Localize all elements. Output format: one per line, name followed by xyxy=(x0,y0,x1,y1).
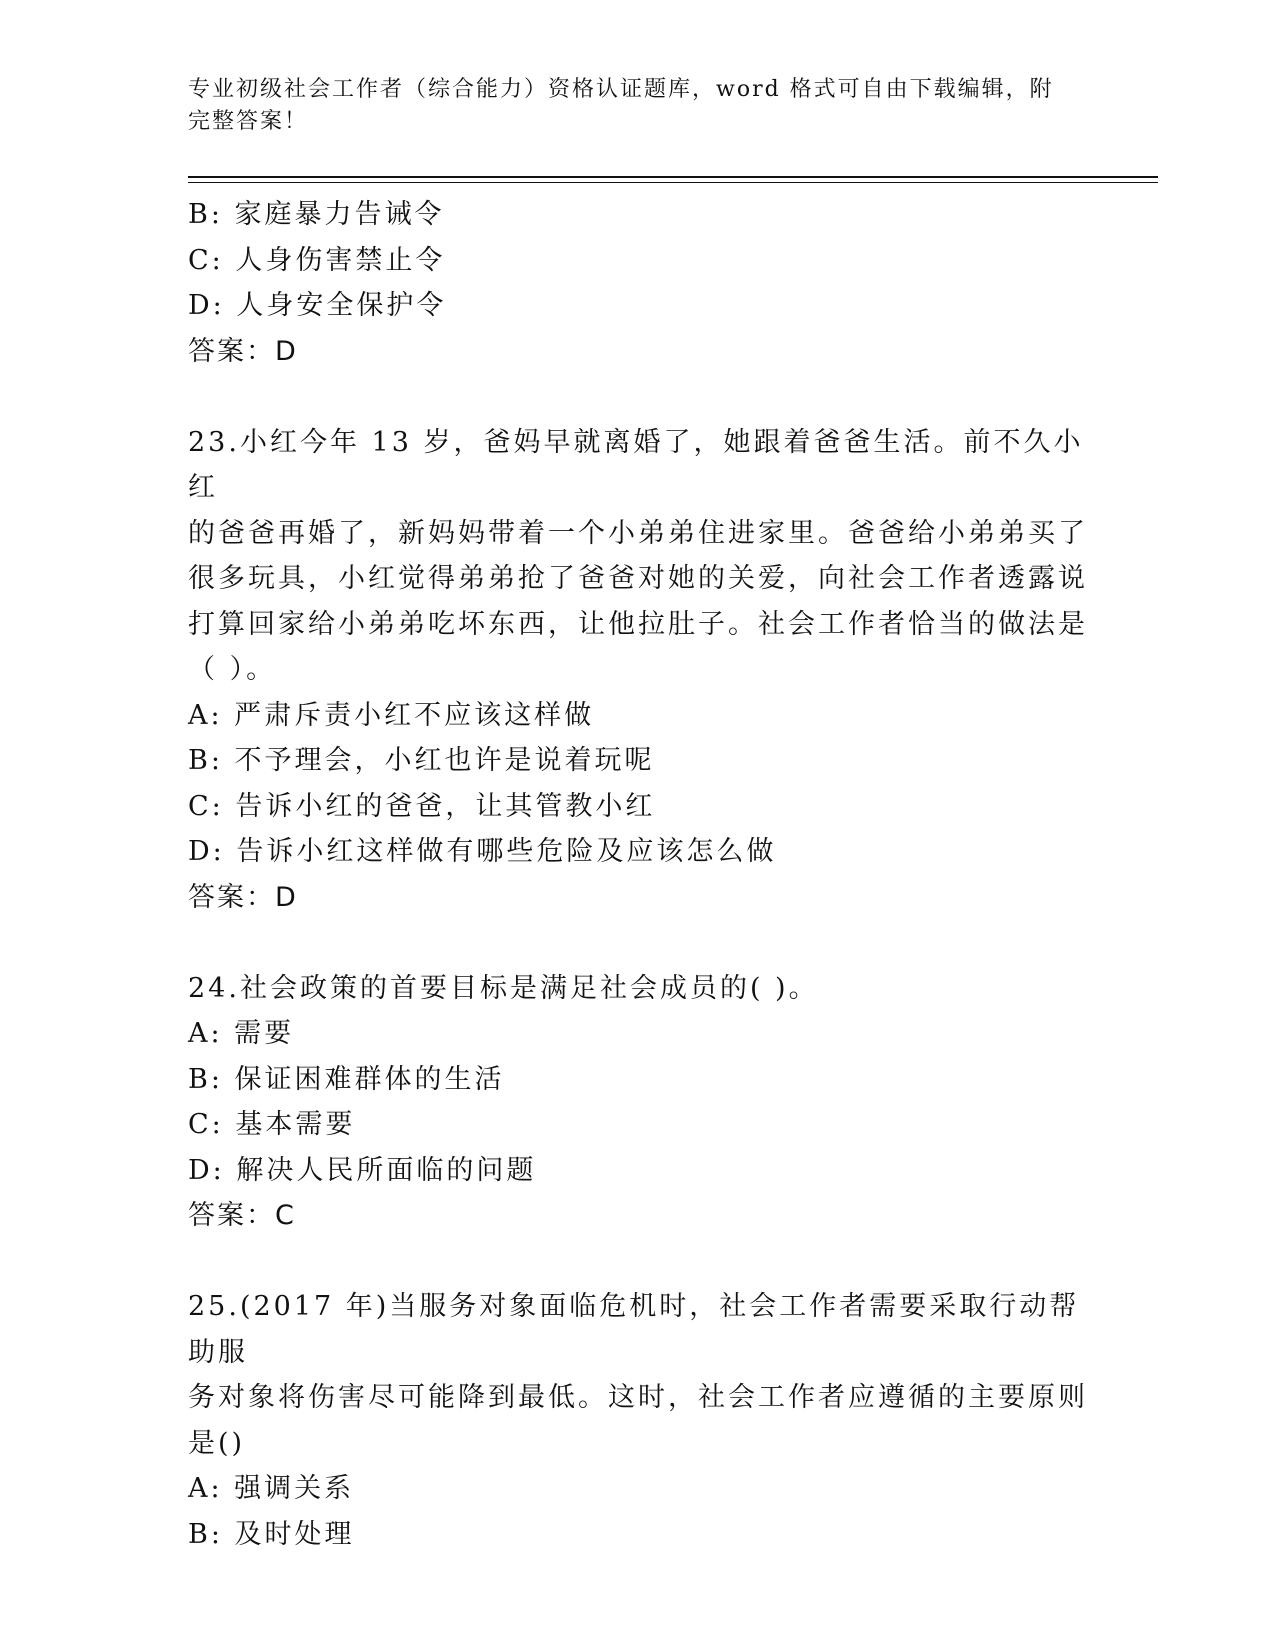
header-rule-thick xyxy=(188,176,1158,178)
option-b: B: 不予理会，小红也许是说着玩呢 xyxy=(188,745,655,776)
question-stem-line: 很多玩具，小红觉得弟弟抢了爸爸对她的关爱，向社会工作者透露说 xyxy=(188,563,1088,594)
question-stem-line: 25.(2017 年)当服务对象面临危机时，社会工作者需要采取行动帮助服 xyxy=(188,1291,1080,1368)
option-d: D: 解决人民所面临的问题 xyxy=(188,1154,537,1186)
spacer xyxy=(188,920,1088,966)
answer-line: 答案：C xyxy=(188,1200,296,1231)
header-rule-thin xyxy=(188,182,1158,183)
prev-question-block xyxy=(188,192,1088,374)
question-24 xyxy=(188,966,1088,1239)
option-a: A: 强调关系 xyxy=(188,1473,355,1504)
spacer xyxy=(188,1239,1088,1285)
question-stem-line: 打算回家给小弟弟吃坏东西，让他拉肚子。社会工作者恰当的做法是 xyxy=(188,608,1088,640)
option-b: B: 家庭暴力告诫令 xyxy=(188,199,445,230)
question-content xyxy=(188,192,1088,1557)
question-23 xyxy=(188,420,1088,921)
option-d: D: 告诉小红这样做有哪些危险及应该怎么做 xyxy=(188,836,777,867)
option-d: D: 人身安全保护令 xyxy=(188,290,447,321)
header-line-1: 专业初级社会工作者（综合能力）资格认证题库，word 格式可自由下载编辑，附 xyxy=(188,77,1054,102)
option-a: A: 需要 xyxy=(188,1018,295,1049)
question-stem-line: 是() xyxy=(188,1427,246,1459)
option-b: B: 保证困难群体的生活 xyxy=(188,1063,505,1095)
answer-line: 答案：D xyxy=(188,335,298,367)
option-c: C: 基本需要 xyxy=(188,1109,356,1140)
question-stem-line: 24.社会政策的首要目标是满足社会成员的( )。 xyxy=(188,972,819,1004)
option-c: C: 人身伤害禁止令 xyxy=(188,244,446,276)
page-header xyxy=(188,74,1068,138)
option-a: A: 严肃斥责小红不应该这样做 xyxy=(188,699,595,731)
option-b: B: 及时处理 xyxy=(188,1518,355,1550)
question-stem-line: 务对象将伤害尽可能降到最低。这时，社会工作者应遵循的主要原则 xyxy=(188,1382,1088,1413)
question-stem-line: 的爸爸再婚了，新妈妈带着一个小弟弟住进家里。爸爸给小弟弟买了 xyxy=(188,517,1088,549)
question-stem-line: 23.小红今年 13 岁，爸妈早就离婚了，她跟着爸爸生活。前不久小红 xyxy=(188,426,1084,503)
question-stem-line: （ ）。 xyxy=(188,654,277,685)
answer-line: 答案：D xyxy=(188,881,298,913)
option-c: C: 告诉小红的爸爸，让其管教小红 xyxy=(188,790,656,822)
header-line-2: 完整答案！ xyxy=(188,109,309,134)
spacer xyxy=(188,374,1088,420)
question-25 xyxy=(188,1284,1088,1557)
